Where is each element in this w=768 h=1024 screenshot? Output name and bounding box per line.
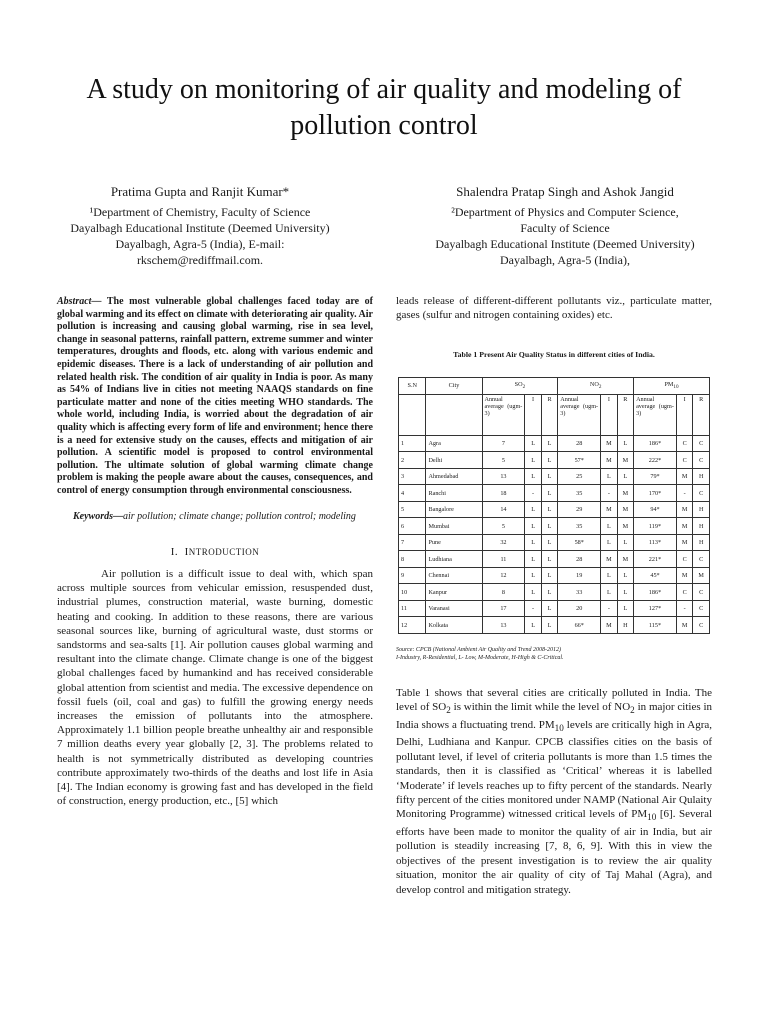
- table-cell: L: [541, 452, 557, 469]
- text-run: in major cities in India shows a fluctuating trend. PM: [396, 701, 713, 731]
- table-row: [399, 518, 710, 535]
- subheader-residential: R: [693, 394, 710, 435]
- table-cell: C: [693, 452, 710, 469]
- table-cell: 66*: [558, 617, 601, 634]
- table-cell: 113*: [634, 534, 677, 551]
- text-run: [6]. Several efforts have been made to monitor the quality of air in India, but air pollution is steadily increasing [7, 8, 6, 9]. With this in view the objectives of the present investigation is to review the air quality situation, monitor the air quality of city of Taj Mahal (Agra), and develop control and mitigation strategy.: [396, 808, 713, 896]
- header-so2-text: SO: [514, 380, 523, 388]
- section-title-rest: NTRODUCTION: [188, 546, 260, 557]
- table-cell: L: [601, 468, 617, 485]
- table-cell: 5: [482, 452, 525, 469]
- table-row: [399, 584, 710, 601]
- table-cell: -: [525, 600, 541, 617]
- table-cell: Ludhiana: [426, 551, 482, 568]
- table-cell: -: [601, 485, 617, 502]
- right-column: [396, 294, 712, 897]
- subheader-industry: I: [676, 394, 692, 435]
- table-cell: 12: [399, 617, 426, 634]
- table-cell: C: [693, 551, 710, 568]
- table-cell: 17: [482, 600, 525, 617]
- table-cell: Delhi: [426, 452, 482, 469]
- text-run: Table 1 shows that several cities are critically polluted in India. The level of SO: [396, 686, 712, 714]
- table-body: [399, 435, 710, 633]
- table-cell: C: [693, 435, 710, 452]
- subscript: 2: [630, 705, 635, 716]
- table-cell: H: [617, 617, 633, 634]
- text-run: is within the limit while the level of NO: [450, 701, 631, 714]
- author-institute: Dayalbagh Educational Institute (Deemed University): [70, 221, 330, 235]
- table-cell: Ranchi: [426, 485, 482, 502]
- header-no2-sub: 2: [598, 383, 602, 390]
- table-subheader-row: [399, 394, 710, 435]
- table-cell: L: [525, 435, 541, 452]
- author-department: ²Department of Physics and Computer Science,: [451, 205, 679, 219]
- table-cell: 7: [399, 534, 426, 551]
- table-cell: L: [525, 567, 541, 584]
- header-city: City: [426, 377, 482, 394]
- table-cell: -: [676, 600, 692, 617]
- table-cell: 10: [399, 584, 426, 601]
- table-cell: 127*: [634, 600, 677, 617]
- header-pm-text: PM: [664, 380, 674, 388]
- table-cell: M: [601, 501, 617, 518]
- table-cell: 5: [399, 501, 426, 518]
- table-row: [399, 501, 710, 518]
- table-cell: 170*: [634, 485, 677, 502]
- table-row: [399, 452, 710, 469]
- table-cell: M: [676, 617, 692, 634]
- abstract: [57, 296, 373, 498]
- table-row: [399, 468, 710, 485]
- keywords-text: air pollution; climate change; pollution control; modeling: [123, 510, 356, 522]
- table-cell: L: [541, 518, 557, 535]
- table-cell: L: [541, 435, 557, 452]
- legend-line: I-Industry, R-Residential, L- Low, M-Moderate, H-High & C-Critical.: [396, 654, 564, 661]
- header-pm-sub: 10: [673, 383, 679, 390]
- table-cell: C: [693, 584, 710, 601]
- section-number: I.: [170, 545, 179, 558]
- table-cell: -: [601, 600, 617, 617]
- table-cell: L: [541, 534, 557, 551]
- table-cell: L: [541, 617, 557, 634]
- table-cell: H: [693, 518, 710, 535]
- table-source: [396, 646, 712, 662]
- table-cell: 58*: [558, 534, 601, 551]
- table-cell: L: [601, 534, 617, 551]
- author-block-left: [50, 184, 350, 268]
- table-cell: M: [601, 435, 617, 452]
- table-cell: 2: [399, 452, 426, 469]
- header-sn: S.N: [399, 377, 426, 394]
- author-faculty: Faculty of Science: [520, 221, 610, 235]
- table-cell: L: [525, 501, 541, 518]
- table-cell: 5: [482, 518, 525, 535]
- author-block-right: [400, 184, 730, 268]
- table-cell: L: [525, 534, 541, 551]
- header-so2-sub: 2: [522, 383, 526, 390]
- table-cell: 94*: [634, 501, 677, 518]
- table-cell: L: [541, 567, 557, 584]
- text-run: levels are critically high in Agra, Delhi, Ludhiana and Kanpur. CPCB classifies cities on the basis of pollutant level, if level of criteria pollutants is more than 1.5 times the standards, then it is classified as ‘Critical’ whereas it is labelled ‘Moderate’ if levels reaches up to fifty percent of the standards. Nearly fifty percent of the cities monitored under NAMP (National Air Qulaity Monitoring Programme) witnessed critical levels of PM: [396, 718, 712, 821]
- table-cell: L: [525, 584, 541, 601]
- abstract-label: Abstract—: [57, 296, 102, 307]
- table-cell: L: [617, 435, 633, 452]
- table-cell: Agra: [426, 435, 482, 452]
- table-cell: Pune: [426, 534, 482, 551]
- table-cell: M: [617, 452, 633, 469]
- table-cell: L: [617, 600, 633, 617]
- author-names: Pratima Gupta and Ranjit Kumar*: [110, 184, 290, 199]
- table-cell: 4: [399, 485, 426, 502]
- table-cell: 6: [399, 518, 426, 535]
- table-cell: 3: [399, 468, 426, 485]
- intro-paragraph: Air pollution is a difficult issue to deal with, which span across multiple sources from vehicular emission, resuspended dust, industrial plumes, construction material, waste burning, domestic heating and cooking. In addition to these reasons, there are various seasonal sources like, burning of agricultural waste, dust storms or sandstorms and sea-salts [1]. Air pollution causes global warming and resultant into the climate change. Climate change is one of the biggest global challenges faced by humankind and has received considerable global attention from scientist and media. The excessive dependence on fossil fuels (oil, coal and gas) to fulfill the growing energy needs increases the emission of pollutants into the atmosphere. Approximately 1.1 billion people breathe unhealthy air and responsible 7 million deaths every year globally [2, 3]. The problems related to health is not symmetrically distributed as developing countries contribute approximately two-thirds of the deaths and lost life in Asia [4]. The Indian economy is growing fast and has developed in the field of construction, energy production, etc., [5] which: [57, 567, 373, 808]
- table-cell: L: [525, 617, 541, 634]
- subscript: 10: [554, 723, 564, 733]
- table-cell: L: [601, 518, 617, 535]
- table-cell: 32: [482, 534, 525, 551]
- table-cell: C: [693, 485, 710, 502]
- air-quality-table: [398, 377, 710, 634]
- author-institute: Dayalbagh Educational Institute (Deemed University): [435, 237, 695, 251]
- table-cell: M: [676, 518, 692, 535]
- table-cell: L: [541, 501, 557, 518]
- table-cell: L: [541, 485, 557, 502]
- table-cell: 11: [399, 600, 426, 617]
- table-cell: M: [676, 468, 692, 485]
- table-header-row: [399, 377, 710, 394]
- table-cell: 18: [482, 485, 525, 502]
- table-cell: 35: [558, 485, 601, 502]
- table-cell: C: [676, 452, 692, 469]
- table-cell: L: [525, 518, 541, 535]
- table-cell: 186*: [634, 435, 677, 452]
- keywords-label: Keywords—: [73, 510, 123, 522]
- subheader-residential: R: [617, 394, 633, 435]
- subheader-annual-average: Annual average (ugm-3): [558, 394, 601, 435]
- table-cell: C: [676, 551, 692, 568]
- table-cell: L: [525, 468, 541, 485]
- left-column: [57, 296, 373, 808]
- table-cell: 19: [558, 567, 601, 584]
- table-cell: L: [617, 468, 633, 485]
- source-line: Source: CPCB (National Ambient Air Quality and Trend 2008-2012): [396, 646, 561, 653]
- table-cell: L: [541, 551, 557, 568]
- table-cell: 79*: [634, 468, 677, 485]
- table-row: [399, 567, 710, 584]
- table-row: [399, 617, 710, 634]
- table-cell: Ahmedabad: [426, 468, 482, 485]
- subscript: 2: [446, 705, 451, 716]
- table-cell: [426, 394, 482, 435]
- table-cell: C: [676, 435, 692, 452]
- header-pm10: [634, 377, 710, 394]
- table-cell: Varanasi: [426, 600, 482, 617]
- table-cell: 221*: [634, 551, 677, 568]
- table-row: [399, 435, 710, 452]
- table-cell: M: [601, 617, 617, 634]
- table-cell: 14: [482, 501, 525, 518]
- table-cell: M: [676, 534, 692, 551]
- table-cell: M: [676, 501, 692, 518]
- table-cell: L: [541, 584, 557, 601]
- table-cell: M: [601, 452, 617, 469]
- table-cell: 11: [482, 551, 525, 568]
- table-cell: M: [617, 501, 633, 518]
- table-cell: 8: [399, 551, 426, 568]
- table-cell: -: [676, 485, 692, 502]
- table-cell: 12: [482, 567, 525, 584]
- table-cell: H: [693, 468, 710, 485]
- subheader-industry: I: [601, 394, 617, 435]
- table-cell: M: [617, 518, 633, 535]
- section-heading: [57, 545, 373, 559]
- table-cell: L: [617, 584, 633, 601]
- author-department: ¹Department of Chemistry, Faculty of Science: [89, 205, 311, 219]
- header-no2-text: NO: [589, 380, 599, 388]
- table-cell: M: [617, 485, 633, 502]
- table-cell: M: [617, 551, 633, 568]
- table-cell: M: [601, 551, 617, 568]
- table-cell: 222*: [634, 452, 677, 469]
- table-row: [399, 485, 710, 502]
- table-cell: C: [693, 617, 710, 634]
- table-cell: 28: [558, 551, 601, 568]
- subheader-residential: R: [541, 394, 557, 435]
- table-cell: L: [541, 600, 557, 617]
- author-email: rkschem@rediffmail.com.: [136, 253, 264, 267]
- table-cell: L: [525, 551, 541, 568]
- table-cell: M: [676, 567, 692, 584]
- table-cell: [399, 394, 426, 435]
- table-cell: 7: [482, 435, 525, 452]
- table-cell: C: [676, 584, 692, 601]
- table-row: [399, 551, 710, 568]
- table-cell: L: [541, 468, 557, 485]
- table-cell: Chennai: [426, 567, 482, 584]
- table-cell: 13: [482, 468, 525, 485]
- table-cell: 115*: [634, 617, 677, 634]
- section-title-initial: I: [184, 545, 189, 558]
- table-cell: L: [525, 452, 541, 469]
- subheader-annual-average: Annual average (ugm-3): [634, 394, 677, 435]
- table-cell: 8: [482, 584, 525, 601]
- table-cell: 1: [399, 435, 426, 452]
- paper-title: A study on monitoring of air quality and modeling of pollution control: [86, 74, 682, 141]
- header-no2: [558, 377, 634, 394]
- table-cell: C: [693, 600, 710, 617]
- table-cell: L: [601, 567, 617, 584]
- table-row: [399, 534, 710, 551]
- table-cell: M: [693, 567, 710, 584]
- abstract-text: The most vulnerable global challenges faced today are of global warming and its effect on climate with deteriorating air quality. Air pollution is increasing and causing global warming, rise in sea level, change in seasonal patterns, rainfall pattern, extreme summer and winter temperatures, droughts and floods, etc. along with various endemic and epidemic diseases. There is a lack of understanding of air pollution and related health risk. The condition of air quality in India is poor. As many as 54% of Indians live in cities not meeting NAAQS standards on fine particulate matter and none of the cities meeting WHO standards. The whole world, including India, is worried about the degradation of air quality which is affecting every form of life and environment; hence there is a need for extensive study on the causes, effects and mitigation of air pollution. A scientific model is proposed to control environmental pollution. The ultimate solution of global warming climate change problem is making the people aware about the causes, consequences, and control of energy consumption through environmental consciousness.: [57, 296, 373, 496]
- table-cell: Mumbai: [426, 518, 482, 535]
- table-cell: 57*: [558, 452, 601, 469]
- table-cell: 35: [558, 518, 601, 535]
- table-cell: 29: [558, 501, 601, 518]
- table-cell: Bangalore: [426, 501, 482, 518]
- table-cell: H: [693, 534, 710, 551]
- author-names: Shalendra Pratap Singh and Ashok Jangid: [456, 184, 674, 199]
- keywords: [57, 510, 373, 523]
- table-cell: 13: [482, 617, 525, 634]
- table-caption: Table 1 Present Air Quality Status in different cities of India.: [453, 350, 655, 360]
- table-cell: L: [617, 534, 633, 551]
- table-cell: 20: [558, 600, 601, 617]
- subheader-annual-average: Annual average (ugm-3): [482, 394, 525, 435]
- table-cell: 119*: [634, 518, 677, 535]
- author-address: Dayalbagh, Agra-5 (India),: [500, 253, 630, 267]
- table-cell: 9: [399, 567, 426, 584]
- table-cell: L: [601, 584, 617, 601]
- discussion-paragraph: [396, 686, 712, 897]
- subheader-industry: I: [525, 394, 541, 435]
- table-cell: 25: [558, 468, 601, 485]
- table-cell: Kanpur: [426, 584, 482, 601]
- table-cell: L: [617, 567, 633, 584]
- table-cell: Kolkata: [426, 617, 482, 634]
- table-cell: 186*: [634, 584, 677, 601]
- table-cell: H: [693, 501, 710, 518]
- table-cell: 33: [558, 584, 601, 601]
- header-so2: [482, 377, 558, 394]
- author-address: Dayalbagh, Agra-5 (India), E-mail:: [115, 237, 285, 251]
- table-row: [399, 600, 710, 617]
- table-cell: 45*: [634, 567, 677, 584]
- table-cell: 28: [558, 435, 601, 452]
- subscript: 10: [647, 812, 657, 823]
- continued-paragraph: leads release of different-different pollutants viz., particulate matter, gases (sulfur and nitrogen containing oxides) etc.: [396, 295, 712, 322]
- table-cell: -: [525, 485, 541, 502]
